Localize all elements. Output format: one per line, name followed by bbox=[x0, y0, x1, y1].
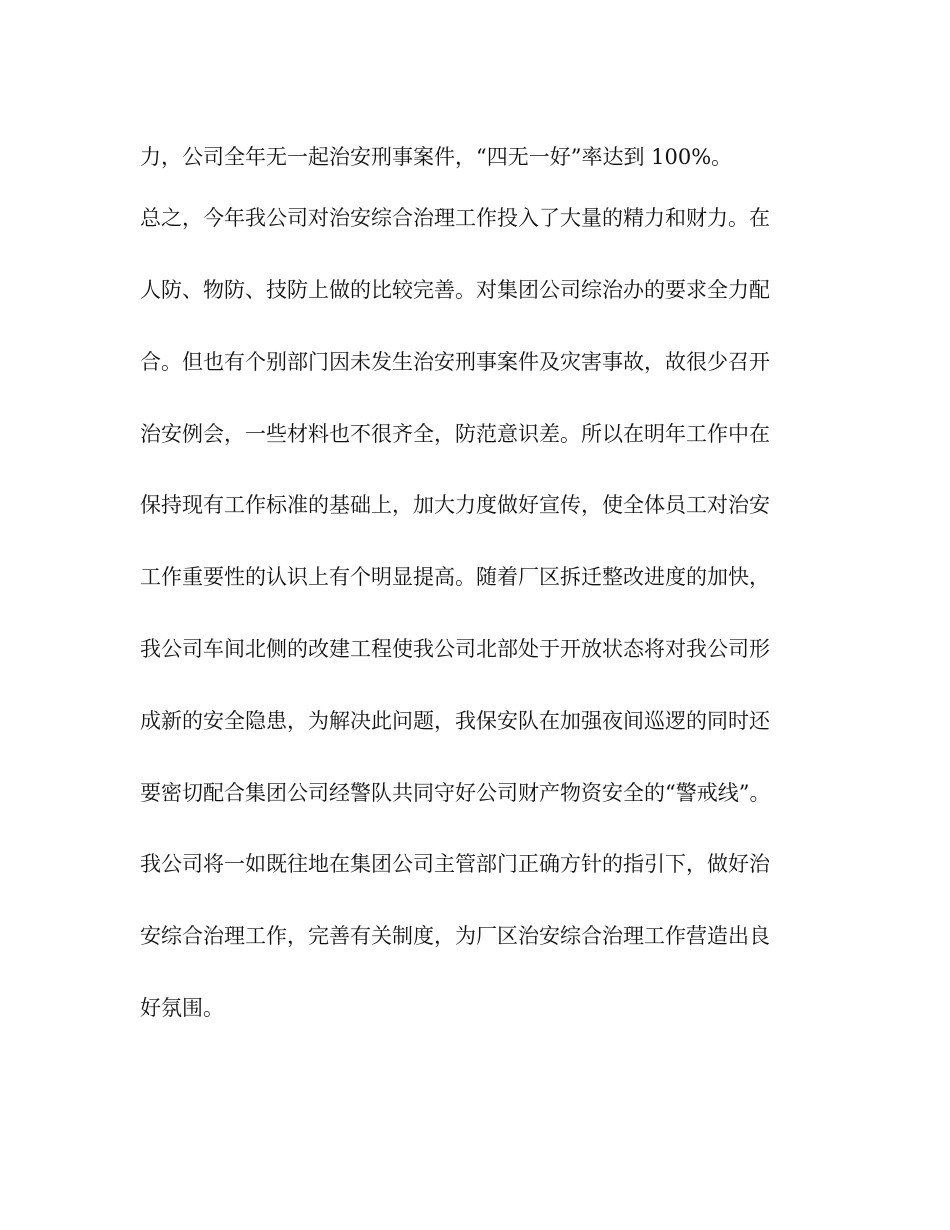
text-line-8: 我公司车间北侧的改建工程使我公司北部处于开放状态将对我公司形 bbox=[140, 637, 770, 661]
text-line-5: 治安例会，一些材料也不很齐全，防范意识差。所以在明年工作中在 bbox=[140, 422, 770, 446]
text-line-10: 要密切配合集团公司经警队共同守好公司财产物资安全的“警戒线”。 bbox=[140, 781, 771, 805]
text-line-2: 总之，今年我公司对治安综合治理工作投入了大量的精力和财力。在 bbox=[140, 206, 770, 230]
text-line-13: 好氛围。 bbox=[140, 996, 224, 1020]
text-line-6: 保持现有工作标准的基础上，加大力度做好宣传，使全体员工对治安 bbox=[140, 493, 770, 517]
text-line-12: 安综合治理工作，完善有关制度，为厂区治安综合治理工作营造出良 bbox=[140, 924, 770, 948]
text-line-7: 工作重要性的认识上有个明显提高。随着厂区拆迁整改进度的加快， bbox=[140, 565, 770, 589]
text-line-4: 合。但也有个别部门因未发生治安刑事案件及灾害事故，故很少召开 bbox=[140, 350, 770, 374]
text-line-11: 我公司将一如既往地在集团公司主管部门正确方针的指引下，做好治 bbox=[140, 852, 770, 876]
text-line-9: 成新的安全隐患，为解决此问题，我保安队在加强夜间巡逻的同时还 bbox=[140, 709, 770, 733]
text-line-1: 力，公司全年无一起治安刑事案件，“四无一好”率达到 100%。 bbox=[140, 145, 733, 169]
text-line-3: 人防、物防、技防上做的比较完善。对集团公司综治办的要求全力配 bbox=[140, 278, 770, 302]
